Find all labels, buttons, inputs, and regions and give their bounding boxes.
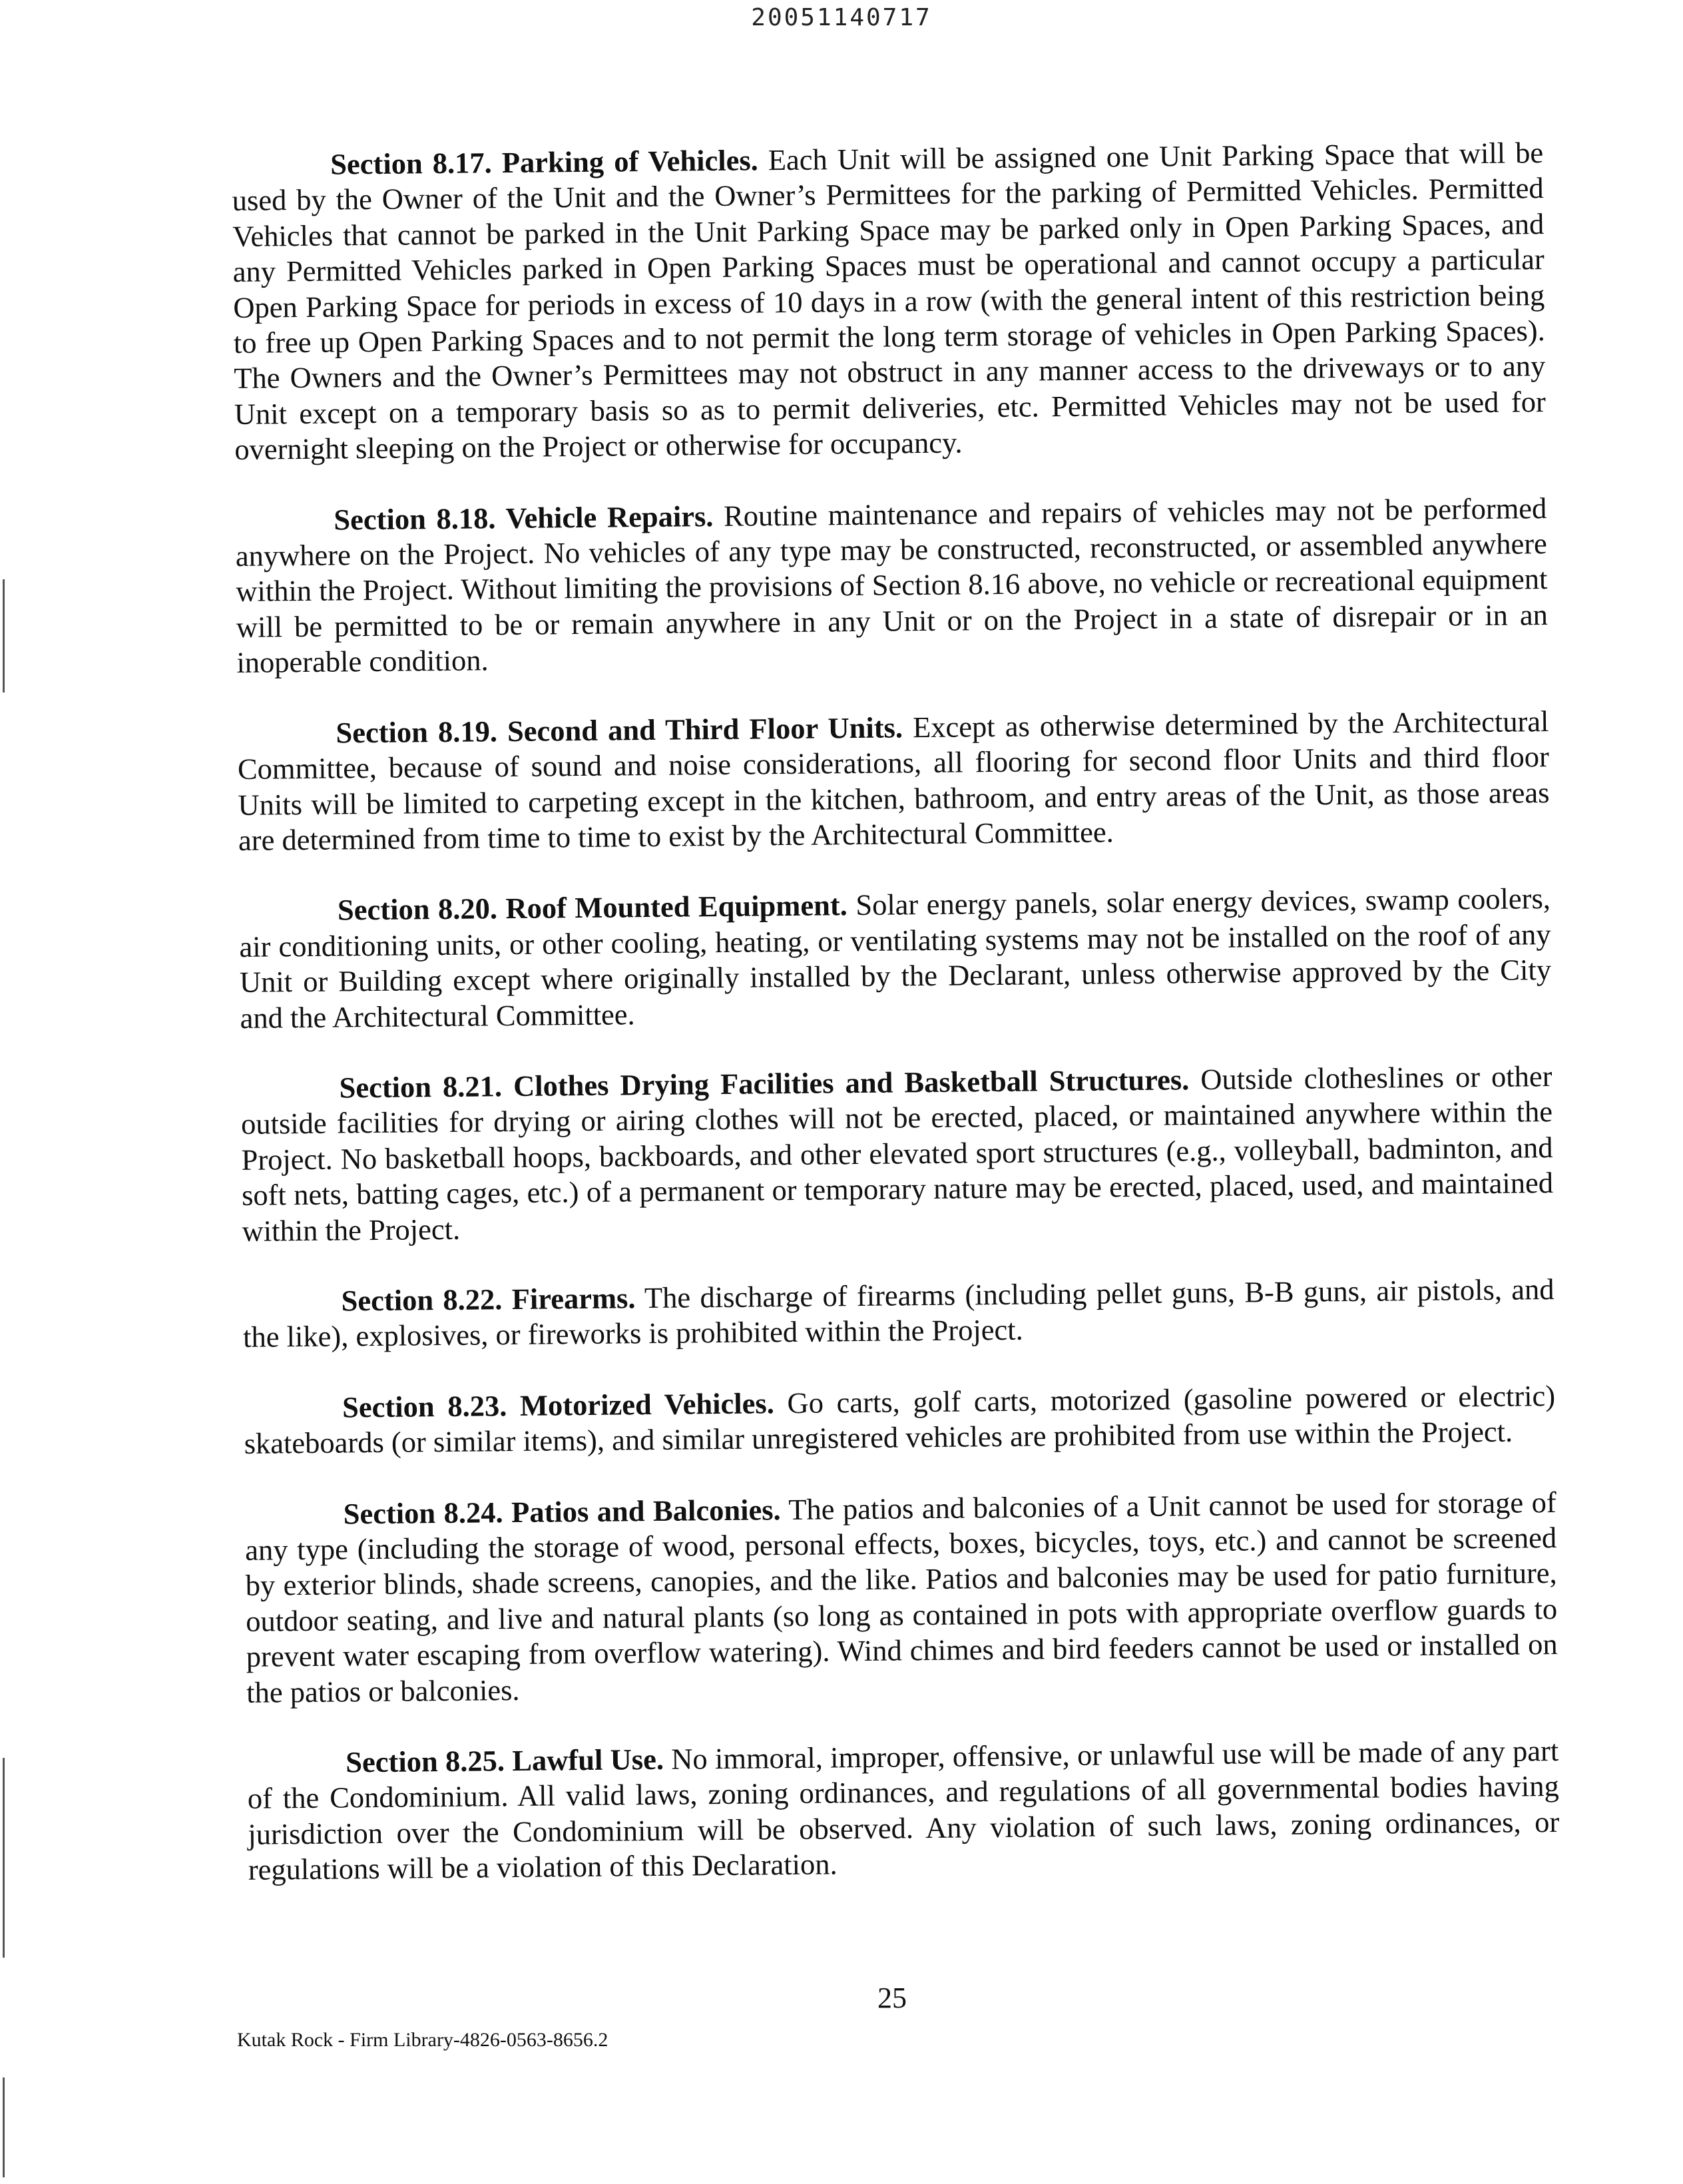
section-8-23: [244, 1378, 1556, 1462]
section-8-24: [244, 1485, 1558, 1711]
document-number: 20051140717: [751, 4, 932, 31]
section-heading: Section 8.18. Vehicle Repairs.: [334, 499, 714, 537]
section-heading: Section 8.20. Roof Mounted Equipment.: [337, 888, 848, 927]
section-text: Go carts, golf carts, motorized (gasoline powered or electric) skateboards (or similar items), and similar unregistered vehicles are prohibited from use within the Project.: [244, 1378, 1556, 1461]
page-number: 25: [877, 1982, 907, 2014]
section-heading: Section 8.21. Clothes Drying Facilities and Basketball Structures.: [339, 1063, 1190, 1105]
section-text: The patios and balconies of a Unit cannot be used for storage of any type (including the storage of wood, personal effects, boxes, bicycles, toys, etc.) and cannot be screened by exterior blinds, shade screens, canopies, and the like. Patios and balconies may be used for patio furniture, outdoor seating, and live and natural plants (so long as contained in pots with appropriate overflow guards to prevent water escaping from overflow watering). Wind chimes and bird feeders cannot be used or installed on the patios or balconies.: [244, 1485, 1558, 1709]
section-text: Routine maintenance and repairs of vehicles may not be performed anywhere on the Project. No vehicles of any type may be constructed, reconstructed, or assembled anywhere within the Project. Without limiting the provisions of Section 8.16 above, no vehicle or recreational equipment will be permitted to be or remain anywhere in any Unit or on the Project in a state of disrepair or in an inoperable condition.: [235, 491, 1549, 680]
scan-margin-mark: [3, 2077, 5, 2177]
section-heading: Section 8.25. Lawful Use.: [346, 1742, 664, 1779]
document-body: [232, 135, 1561, 1923]
section-heading: Section 8.24. Patios and Balconies.: [343, 1492, 781, 1531]
scan-margin-mark: [3, 579, 5, 692]
section-text: The discharge of firearms (including pellet guns, B-B guns, air pistols, and the like), explosives, or fireworks is prohibited within the Project.: [242, 1272, 1555, 1354]
section-text: Solar energy panels, solar energy devices, swamp coolers, air conditioning units, or other cooling, heating, or ventilating systems may not be installed on the roof of any Unit or Building except where originally installed by the Declarant, unless otherwise approved by the City and the Architectural Committee.: [239, 882, 1552, 1035]
section-text: Outside clotheslines or other outside facilities for drying or airing clothes will not be erected, placed, or maintained anywhere within the Project. No basketball hoops, backboards, and other elevated sport structures (e.g., volleyball, badminton, and soft nets, batting cages, etc.) of a permanent or temporary nature may be erected, placed, used, and maintained within the Project.: [240, 1059, 1554, 1248]
section-text: No immoral, improper, offensive, or unlawful use will be made of any part of the Condominium. All valid laws, zoning ordinances, and regulations of all governmental bodies having jurisdiction over the Condominium will be observed. Any violation of such laws, zoning ordinances, or regulations will be a violation of this Declaration.: [247, 1734, 1560, 1887]
section-8-18: [235, 491, 1548, 681]
section-heading: Section 8.17. Parking of Vehicles.: [330, 143, 758, 181]
section-8-17: [232, 135, 1547, 468]
section-8-20: [239, 881, 1552, 1036]
section-heading: Section 8.22. Firearms.: [341, 1281, 636, 1318]
footer-library-reference: Kutak Rock - Firm Library-4826-0563-8656.2: [237, 2029, 608, 2051]
section-8-25: [247, 1733, 1560, 1888]
section-heading: Section 8.19. Second and Third Floor Units.: [336, 710, 903, 750]
section-8-22: [242, 1272, 1555, 1356]
section-text: Except as otherwise determined by the Architectural Committee, because of sound and noise considerations, all flooring for second floor Units and third floor Units will be limited to carpeting except in the kitchen, bathroom, and entry areas of the Unit, as those areas are determined from time to time to exist by the Architectural Committee.: [237, 704, 1550, 857]
section-8-19: [237, 704, 1550, 859]
section-text: Each Unit will be assigned one Unit Parking Space that will be used by the Owner of the Unit and the Owner’s Permittees for the parking of Permitted Vehicles. Permitted Vehicles that cannot be parked in the Unit Parking Space may be parked only in Open Parking Spaces, and any Permitted Vehicles parked in Open Parking Spaces must be operational and cannot occupy a particular Open Parking Space for periods in excess of 10 days in a row (with the general intent of this restriction being to free up Open Parking Spaces and to not permit the long term storage of vehicles in Open Parking Spaces). The Owners and the Owner’s Permittees may not obstruct in any manner access to the driveways or to any Unit except on a temporary basis so as to permit deliveries, etc. Permitted Vehicles may not be used for overnight sleeping on the Project or otherwise for occupancy.: [232, 136, 1546, 467]
scan-margin-mark: [3, 1758, 5, 1958]
section-8-21: [240, 1059, 1553, 1249]
section-heading: Section 8.23. Motorized Vehicles.: [342, 1386, 775, 1424]
